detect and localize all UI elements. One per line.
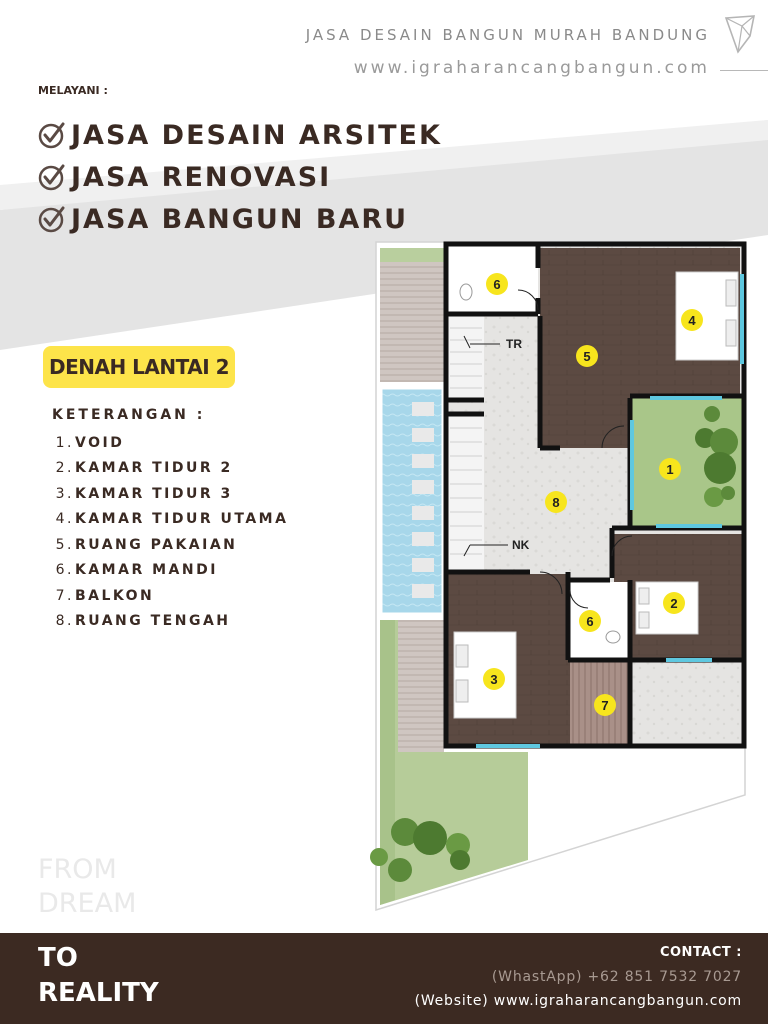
legend-label: KAMAR TIDUR 2 xyxy=(75,460,233,477)
header-website[interactable]: www.igraharancangbangun.com xyxy=(353,58,710,78)
tagline-reality: REALITY xyxy=(38,978,159,1008)
stair-label-tr: TR xyxy=(506,337,522,351)
legend-number: 2. xyxy=(55,460,74,477)
legend-label: RUANG TENGAH xyxy=(75,613,231,630)
legend-number: 6. xyxy=(55,562,74,579)
legend-label: KAMAR MANDI xyxy=(75,562,218,579)
stair-label-nk: NK xyxy=(512,538,530,552)
header-title: JASA DESAIN BANGUN MURAH BANDUNG xyxy=(305,26,710,44)
legend-label: RUANG PAKAIAN xyxy=(75,536,238,553)
legend-number: 5. xyxy=(55,536,74,553)
room-marker-wardrobe xyxy=(576,345,598,367)
svg-text:6: 6 xyxy=(586,614,594,629)
legend-label: VOID xyxy=(75,434,125,451)
service-label: JASA BANGUN BARU xyxy=(71,203,409,235)
room-marker-master-bedroom xyxy=(681,309,703,331)
tagline-to: TO xyxy=(38,943,78,973)
tagline-dream: DREAM xyxy=(38,888,137,919)
svg-text:2: 2 xyxy=(670,596,678,611)
legend-label: KAMAR TIDUR UTAMA xyxy=(75,511,289,528)
service-label: JASA RENOVASI xyxy=(71,161,332,193)
room-marker-living-area xyxy=(545,491,567,513)
legend-number: 3. xyxy=(55,485,74,502)
service-label: JASA DESAIN ARSITEK xyxy=(71,119,442,151)
floor-title: DENAH LANTAI 2 xyxy=(48,355,230,379)
svg-text:4: 4 xyxy=(688,313,696,328)
svg-text:5: 5 xyxy=(583,349,591,364)
svg-text:7: 7 xyxy=(601,698,609,713)
room-marker-bedroom-2 xyxy=(663,592,685,614)
services-intro: MELAYANI : xyxy=(38,84,108,97)
legend-label: KAMAR TIDUR 3 xyxy=(75,485,233,502)
legend-number: 8. xyxy=(55,613,74,630)
room-marker-bathroom xyxy=(486,273,508,295)
contact-phone[interactable]: (WhastApp) +62 851 7532 7027 xyxy=(491,969,742,985)
legend-label: BALKON xyxy=(75,587,155,604)
room-marker-bedroom-3 xyxy=(483,668,505,690)
svg-text:6: 6 xyxy=(493,277,501,292)
legend-number: 7. xyxy=(55,587,74,604)
tagline-from: FROM xyxy=(38,854,117,885)
svg-text:1: 1 xyxy=(666,462,674,477)
svg-text:3: 3 xyxy=(490,672,498,687)
footer xyxy=(0,933,768,1024)
room-marker-void xyxy=(659,458,681,480)
legend-number: 4. xyxy=(55,511,74,528)
contact-website[interactable]: (Website) www.igraharancangbangun.com xyxy=(414,993,742,1009)
legend-title: KETERANGAN : xyxy=(52,407,206,423)
room-marker-balcony xyxy=(594,694,616,716)
svg-text:8: 8 xyxy=(552,495,560,510)
contact-title: CONTACT : xyxy=(659,945,742,960)
room-marker-bathroom xyxy=(579,610,601,632)
legend-number: 1. xyxy=(55,434,74,451)
